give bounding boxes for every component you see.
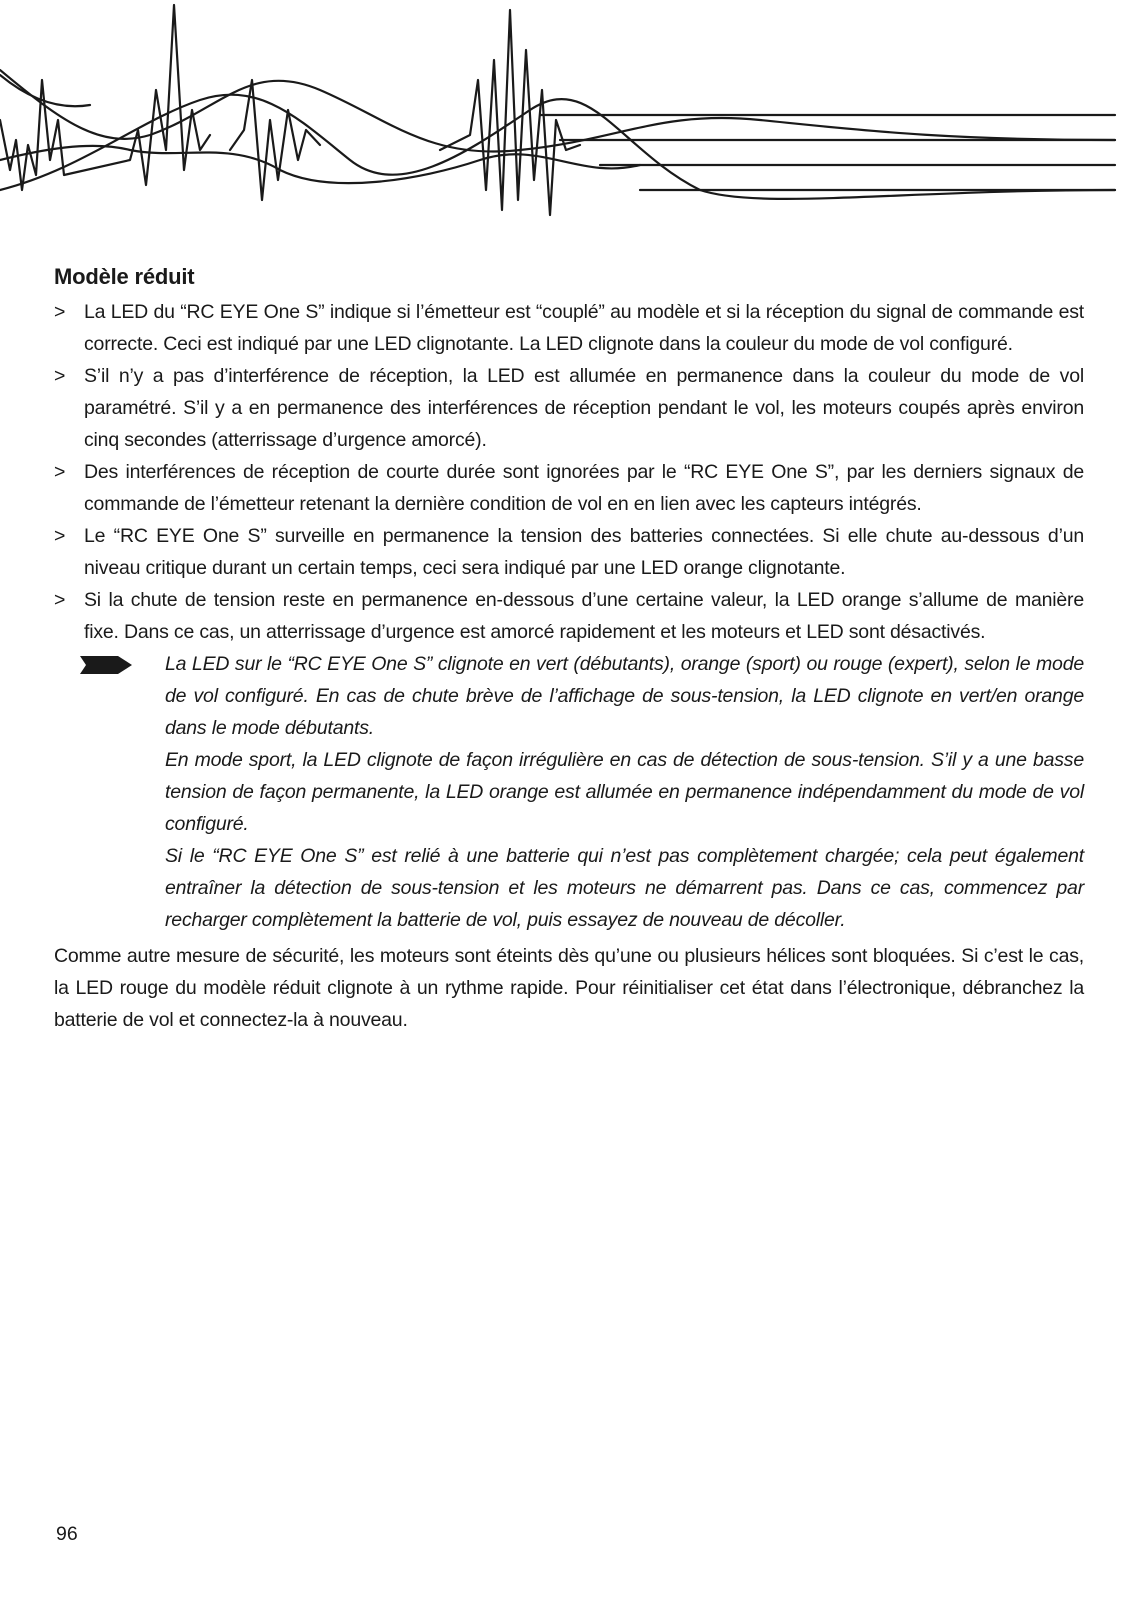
- bullet-text: Des interférences de réception de courte durée sont ignorées par le “RC EYE One S”, par les derniers signaux de commande de l’émetteur retenant la dernière condition de vol en en lien avec les capteurs intégrés.: [84, 461, 1084, 515]
- bullet-marker: >: [54, 525, 66, 547]
- bullet-marker: >: [54, 461, 66, 483]
- bullet-item: [54, 360, 1084, 456]
- header-waveform-decoration: [0, 0, 1136, 230]
- page-number: 96: [56, 1523, 78, 1545]
- note-block: [54, 648, 1084, 936]
- bullet-marker: >: [54, 301, 66, 323]
- note-arrow-icon: [80, 656, 132, 674]
- bullet-list: [54, 296, 1084, 648]
- bullet-item: [54, 456, 1084, 520]
- bullet-text: S’il n’y a pas d’interférence de réception, la LED est allumée en permanence dans la couleur du mode de vol paramétré. S’il y a en permanence des interférences de réception pendant le vol, les moteurs coupés après environ cinq secondes (atterrissage d’urgence amorcé).: [84, 365, 1084, 451]
- bullet-item: [54, 296, 1084, 360]
- bullet-marker: >: [54, 365, 66, 387]
- bullet-marker: >: [54, 589, 66, 611]
- bullet-text: Si la chute de tension reste en permanence en-dessous d’une certaine valeur, la LED orange s’allume de manière fixe. Dans ce cas, un atterrissage d’urgence est amorcé rapidement et les moteurs et LED sont désactivés.: [84, 589, 1084, 643]
- note-paragraph: Si le “RC EYE One S” est relié à une batterie qui n’est pas complètement chargée; cela peut également entraîner la détection de sous-tension et les moteurs ne démarrent pas. Dans ce cas, commencez par recharger complètement la batterie de vol, puis essayez de nouveau de décoller.: [165, 845, 1084, 931]
- bullet-text: Le “RC EYE One S” surveille en permanence la tension des batteries connectées. Si elle chute au-dessous d’un niveau critique durant un certain temps, ceci sera indiqué par une LED orange clignotante.: [84, 525, 1084, 579]
- main-content: [54, 262, 1084, 1036]
- section-title: Modèle réduit: [54, 264, 195, 289]
- note-paragraph: En mode sport, la LED clignote de façon irrégulière en cas de détection de sous-tension. S’il y a une basse tension de façon permanente, la LED orange est allumée en permanence indépendamment du mode de vol configuré.: [165, 749, 1084, 835]
- note-paragraph: La LED sur le “RC EYE One S” clignote en vert (débutants), orange (sport) ou rouge (expert), selon le mode de vol configuré. En cas de chute brève de l’affichage de sous-tension, la LED clignote en vert/en orange dans le mode débutants.: [165, 653, 1084, 739]
- bullet-item: [54, 584, 1084, 648]
- bullet-item: [54, 520, 1084, 584]
- bullet-text: La LED du “RC EYE One S” indique si l’émetteur est “couplé” au modèle et si la réception du signal de commande est correcte. Ceci est indiqué par une LED clignotante. La LED clignote dans la couleur du mode de vol configuré.: [84, 301, 1084, 355]
- closing-paragraph: Comme autre mesure de sécurité, les moteurs sont éteints dès qu’une ou plusieurs hélices sont bloquées. Si c’est le cas, la LED rouge du modèle réduit clignote à un rythme rapide. Pour réinitialiser cet état dans l’électronique, débranchez la batterie de vol et connectez-la à nouveau.: [54, 945, 1084, 1031]
